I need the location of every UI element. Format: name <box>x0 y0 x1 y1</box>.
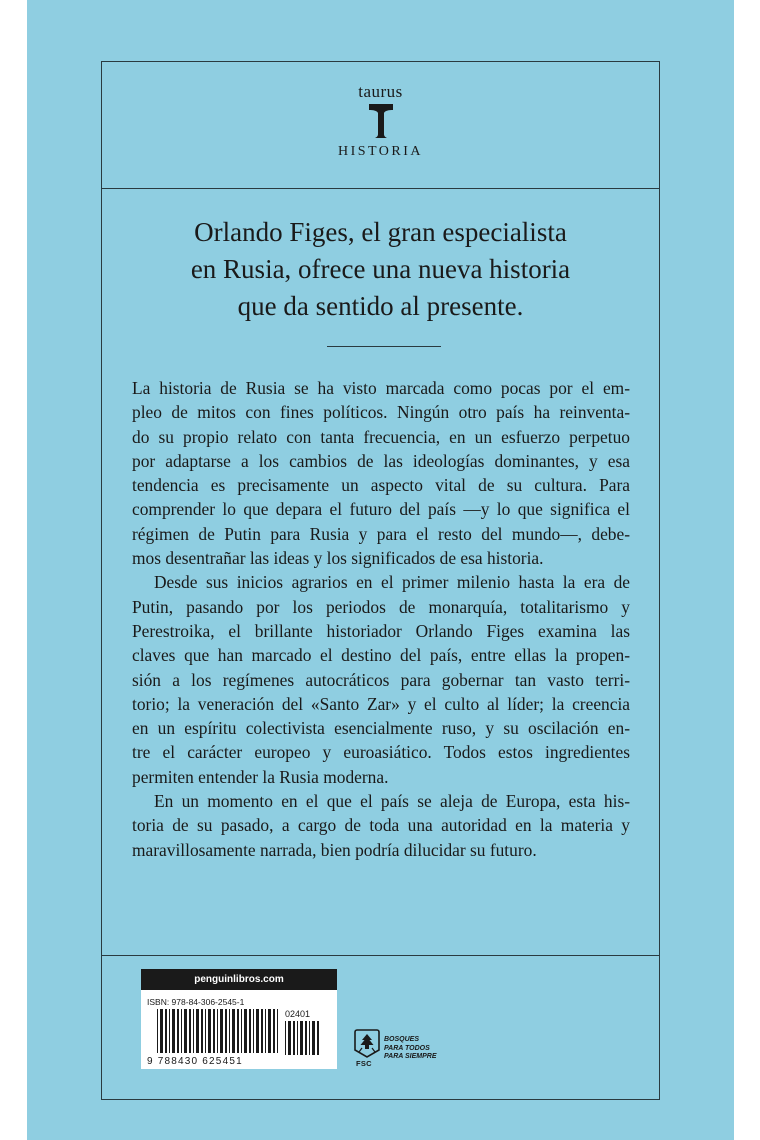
barcode-bar <box>220 1009 223 1053</box>
fsc-slogan <box>384 1036 437 1062</box>
barcode-bar <box>160 1009 163 1053</box>
barcode-bar <box>317 1021 319 1055</box>
slogan-line: BOSQUES <box>384 1036 420 1043</box>
barcode-bar <box>208 1009 211 1053</box>
barcode-bar <box>249 1009 251 1053</box>
text-line: Perestroika, el brillante historiador Orlando Figes examina las <box>132 620 630 641</box>
collection-name: HISTORIA <box>337 144 424 159</box>
text-line: sión a los regímenes autocráticos para gobernar tan vasto terri- <box>132 669 630 690</box>
barcode-bar <box>201 1009 203 1053</box>
barcode-bar <box>193 1009 194 1053</box>
slogan-line: PARA SIEMPRE <box>384 1053 437 1060</box>
publisher-name: taurus <box>358 82 403 101</box>
text-line: torio; la veneración del «Santo Zar» y el culto al líder; la creencia <box>132 693 630 714</box>
barcode-digits: 9 788430 625451 <box>147 1056 243 1067</box>
headline-line: en Rusia, ofrece una nueva historia <box>190 254 571 284</box>
publisher-logo <box>102 82 659 160</box>
barcode-bar <box>285 1021 286 1055</box>
text-line: Desde sus inicios agrarios en el primer milenio hasta la era de <box>154 572 630 593</box>
barcode-bar <box>277 1009 278 1053</box>
text-line: La historia de Rusia se ha visto marcada como pocas por el em- <box>132 378 630 398</box>
barcode-bar <box>261 1009 263 1053</box>
barcode-bar <box>312 1021 315 1055</box>
barcode-bar <box>305 1021 307 1055</box>
barcode-bar <box>181 1009 182 1053</box>
barcode-bar <box>244 1009 247 1053</box>
text-line: do su propio relato con tanta frecuencia, en un esfuerzo perpetuo <box>132 426 630 447</box>
barcode-bar <box>177 1009 179 1053</box>
headline-line: Orlando Figes, el gran especialista <box>194 217 567 247</box>
barcode-bar <box>169 1009 170 1053</box>
back-cover <box>27 0 734 1140</box>
headline-line: que da sentido al presente. <box>237 291 524 321</box>
barcode-bar <box>184 1009 187 1053</box>
blurb-paragraph <box>132 376 630 570</box>
barcode-bar <box>229 1009 230 1053</box>
text-line: tendencia es precisamente un aspecto vital de su cultura. Para <box>132 475 630 496</box>
price-code: 02401 <box>285 1009 311 1019</box>
barcode-bar <box>256 1009 259 1053</box>
barcode-bar <box>309 1021 310 1055</box>
headline <box>102 214 659 325</box>
barcode-bar <box>300 1021 303 1055</box>
barcode-bar <box>189 1009 191 1053</box>
text-line: toria de su pasado, a cargo de toda una autoridad en la materia y <box>132 815 630 836</box>
text-line: por adaptarse a los cambios de las ideologías dominantes, y esa <box>132 450 630 471</box>
barcode-block <box>141 969 337 1069</box>
barcode-bar <box>205 1009 206 1053</box>
text-line: pleo de mitos con fines políticos. Ningún otro país ha reinventa- <box>132 402 630 423</box>
barcode-bar <box>217 1009 218 1053</box>
text-line: maravillosamente narrada, bien podría dilucidar su futuro. <box>132 839 537 860</box>
barcode-bar <box>157 1009 158 1053</box>
barcode-bar <box>213 1009 215 1053</box>
barcode-bar <box>196 1009 199 1053</box>
barcode-bar <box>297 1021 298 1055</box>
blurb-paragraph <box>132 570 630 789</box>
isbn-text: ISBN: 978-84-306-2545-1 <box>147 997 245 1007</box>
slogan-line: PARA TODOS <box>384 1044 430 1052</box>
cover-frame <box>101 61 660 1100</box>
text-line: Putin, pasando por los periodos de monarquía, totalitarismo y <box>132 596 630 617</box>
barcode-bar <box>273 1009 275 1053</box>
text-line: En un momento en el que el país se aleja de Europa, esta his- <box>154 791 630 812</box>
text-line: comprender lo que depara el futuro del país —y lo que significa el <box>132 499 630 520</box>
taurus-t-icon <box>368 104 394 138</box>
blurb <box>132 376 630 862</box>
barcode-bar <box>288 1021 291 1055</box>
text-line: en un espíritu colectivista esencialmente ruso, y su oscilación en- <box>132 718 630 739</box>
fsc-tree-icon <box>353 1028 381 1060</box>
top-divider <box>102 188 659 189</box>
text-line: claves que han marcado el destino del país, entre ellas la propen- <box>132 645 630 666</box>
headline-divider <box>327 346 441 347</box>
barcode-bar <box>265 1009 266 1053</box>
barcode-bar <box>165 1009 167 1053</box>
website-label: penguinlibros.com <box>141 969 337 990</box>
text-line: régimen de Putin para Rusia y para el resto del mundo—, debe- <box>132 523 630 544</box>
barcode-bar <box>253 1009 254 1053</box>
barcode-bar <box>268 1009 271 1053</box>
barcode-bar <box>172 1009 175 1053</box>
fsc-logo <box>353 1028 463 1073</box>
barcode-bar <box>232 1009 235 1053</box>
barcode-bar <box>225 1009 227 1053</box>
barcode-bar <box>241 1009 242 1053</box>
text-line: mos desentrañar las ideas y los significados de esa historia. <box>132 548 544 569</box>
bottom-divider <box>102 955 659 956</box>
blurb-paragraph <box>132 789 630 862</box>
text-line: tre el carácter europeo y euroasiático. Todos estos ingredientes <box>132 742 630 763</box>
barcode-bar <box>293 1021 295 1055</box>
barcode-bar <box>237 1009 239 1053</box>
fsc-label: FSC <box>356 1059 372 1068</box>
text-line: permiten entender la Rusia moderna. <box>132 766 389 787</box>
